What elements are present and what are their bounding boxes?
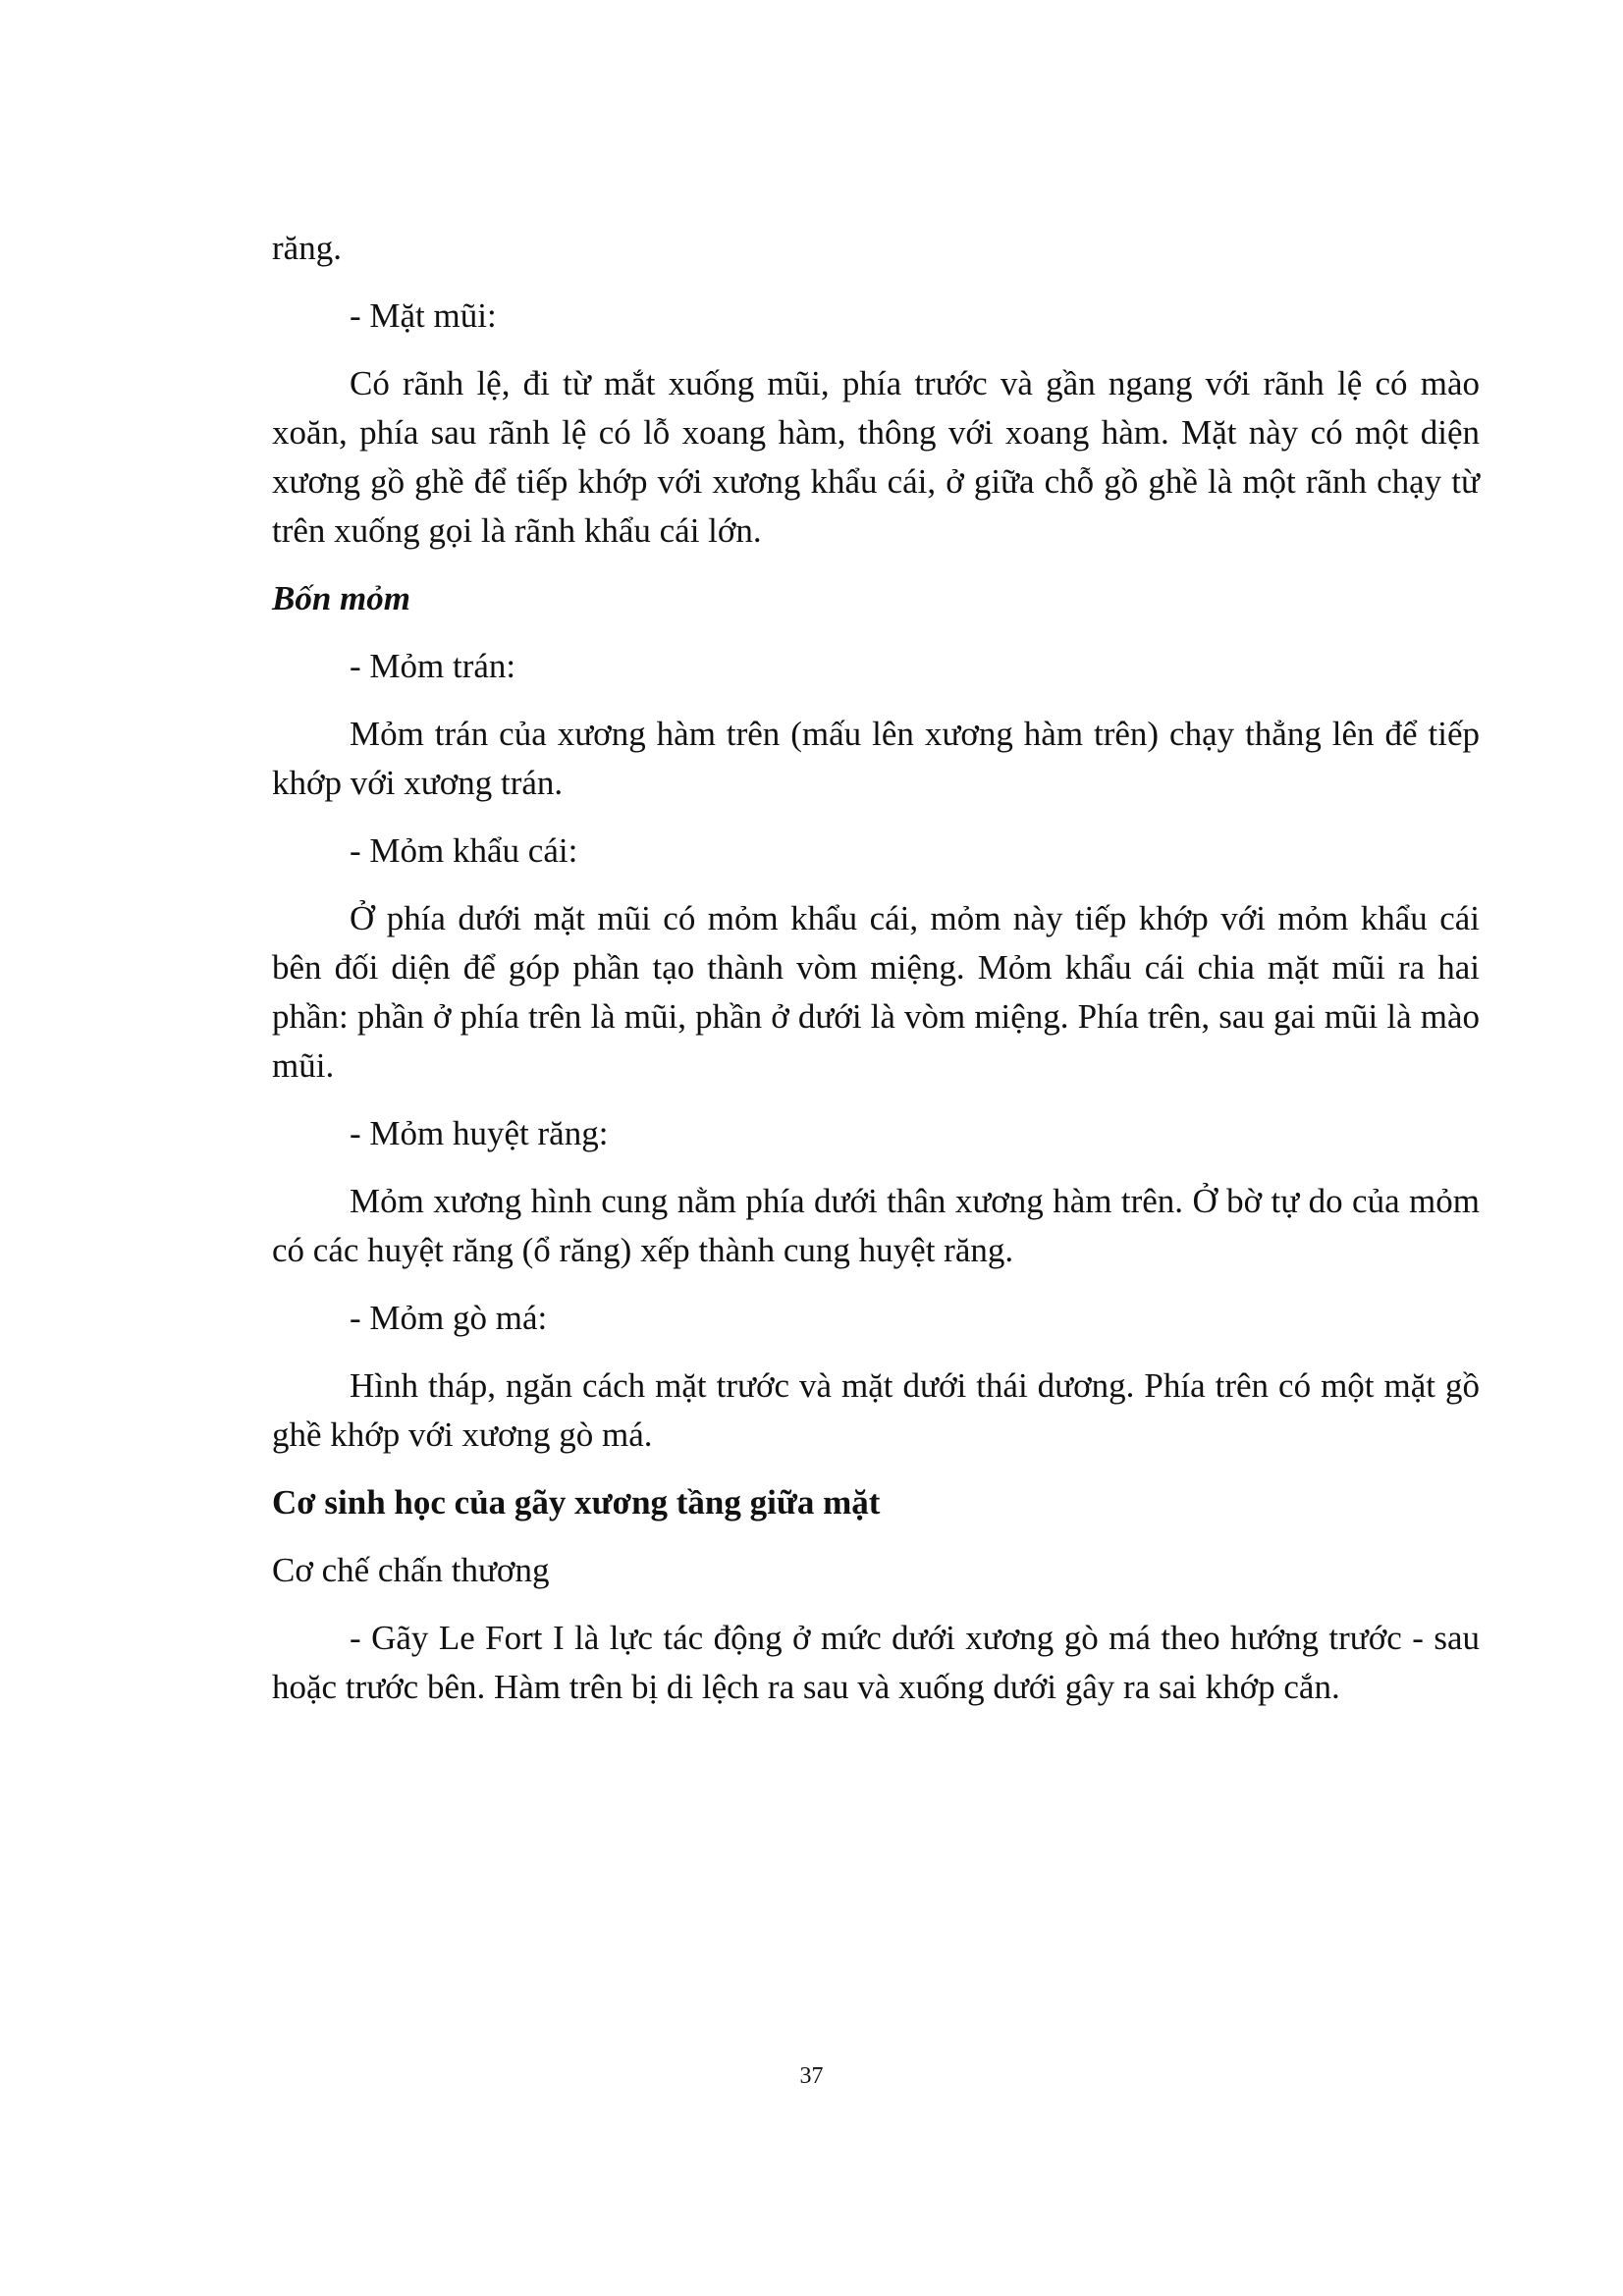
section-heading-co-sinh-hoc: Cơ sinh học của gãy xương tầng giữa mặt	[272, 1483, 881, 1522]
paragraph-mom-go-ma: Hình tháp, ngăn cách mặt trước và mặt dưới thái dương. Phía trên có một mặt gồ ghề khớp với xương gò má.	[272, 1366, 1480, 1454]
subsection-heading-co-che: Cơ chế chấn thương	[272, 1551, 550, 1589]
paragraph-mat-mui: Có rãnh lệ, đi từ mắt xuống mũi, phía trước và gần ngang với rãnh lệ có mào xoăn, phía sau rãnh lệ có lỗ xoang hàm, thông với xoang hàm. Mặt này có một diện xương gồ ghề để tiếp khớp với xương khẩu cái, ở giữa chỗ gồ ghề là một rãnh chạy từ trên xuống gọi là rãnh khẩu cái lớn.	[272, 364, 1480, 550]
paragraph-continuation: răng.	[272, 229, 342, 267]
page-body	[272, 224, 1480, 1712]
paragraph-mom-khau-cai: Ở phía dưới mặt mũi có mỏm khẩu cái, mỏm này tiếp khớp với mỏm khẩu cái bên đối diện để góp phần tạo thành vòm miệng. Mỏm khẩu cái chia mặt mũi ra hai phần: phần ở phía trên là mũi, phần ở dưới là vòm miệng. Phía trên, sau gai mũi là mào mũi.	[272, 899, 1480, 1085]
subheading-mom-tran: - Mỏm trán:	[350, 647, 516, 685]
paragraph-mom-tran: Mỏm trán của xương hàm trên (mấu lên xương hàm trên) chạy thẳng lên để tiếp khớp với xương trán.	[272, 715, 1480, 802]
section-heading-bon-mom: Bốn mỏm	[272, 579, 411, 617]
subheading-mom-go-ma: - Mỏm gò má:	[350, 1299, 548, 1337]
page-number: 37	[799, 2063, 824, 2089]
paragraph-le-fort-i: - Gãy Le Fort I là lực tác động ở mức dưới xương gò má theo hướng trước - sau hoặc trước bên. Hàm trên bị di lệch ra sau và xuống dưới gây ra sai khớp cắn.	[272, 1619, 1480, 1706]
subheading-mom-khau-cai: - Mỏm khẩu cái:	[350, 831, 578, 870]
subheading-mat-mui: - Mặt mũi:	[350, 296, 497, 335]
paragraph-mom-huyet-rang: Mỏm xương hình cung nằm phía dưới thân xương hàm trên. Ở bờ tự do của mỏm có các huyệt răng (ổ răng) xếp thành cung huyệt răng.	[272, 1182, 1480, 1269]
subheading-mom-huyet-rang: - Mỏm huyệt răng:	[350, 1114, 609, 1152]
